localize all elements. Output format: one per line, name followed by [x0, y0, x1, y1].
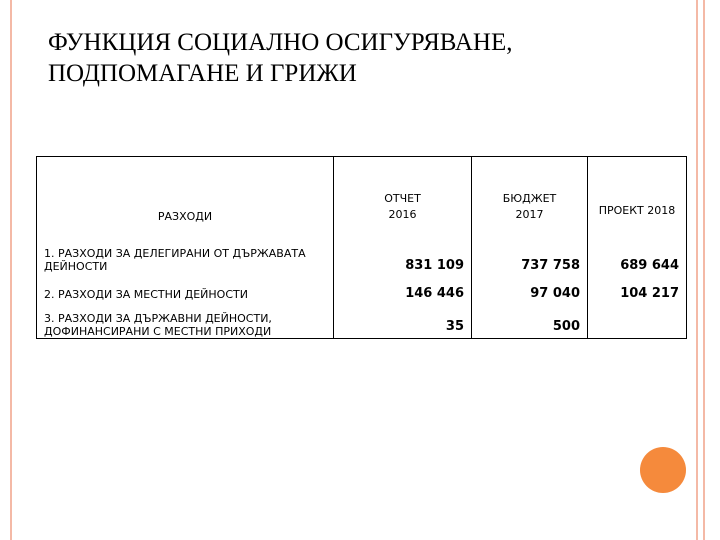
- cell-2018: 104 217: [588, 273, 687, 301]
- cell-2018: [588, 301, 687, 339]
- frame-line-left: [10, 0, 12, 540]
- budget-table: [36, 156, 687, 339]
- table-header-row: [37, 157, 687, 223]
- cell-2017: 737 758: [472, 223, 588, 273]
- row-label-line-1: 1. РАЗХОДИ ЗА ДЕЛЕГИРАНИ ОТ ДЪРЖАВАТА: [44, 246, 306, 260]
- table-row: [37, 273, 687, 301]
- row-label: [37, 223, 334, 273]
- frame-line-right-inner: [696, 0, 698, 540]
- cell-2016: 831 109: [334, 223, 472, 273]
- cell-2018: 689 644: [588, 223, 687, 273]
- header-budget-2017: [472, 157, 588, 223]
- table-row: [37, 223, 687, 273]
- table-row: [37, 301, 687, 339]
- header-budget-2017-line-2: 2017: [515, 207, 544, 221]
- header-report-2016-line-2: 2016: [388, 207, 417, 221]
- cell-2016: 146 446: [334, 273, 472, 301]
- row-label-line-1: 3. РАЗХОДИ ЗА ДЪРЖАВНИ ДЕЙНОСТИ,: [44, 312, 272, 325]
- row-label-line-2: ДЕЙНОСТИ: [44, 259, 108, 273]
- slide-title-line-1: ФУНКЦИЯ СОЦИАЛНО ОСИГУРЯВАНЕ,: [48, 29, 513, 56]
- decorative-circle-icon: [640, 447, 686, 493]
- row-label-line-2: ДОФИНАНСИРАНИ С МЕСТНИ ПРИХОДИ: [44, 325, 272, 338]
- row-label: [37, 301, 334, 339]
- slide-title: [48, 27, 648, 89]
- header-project-2018: ПРОЕКТ 2018: [588, 157, 687, 223]
- cell-2016: 35: [334, 301, 472, 339]
- slide-title-line-2: ПОДПОМАГАНЕ И ГРИЖИ: [48, 60, 357, 87]
- cell-2017: 500: [472, 301, 588, 339]
- header-expenses: РАЗХОДИ: [37, 157, 334, 223]
- frame-line-right-outer: [703, 0, 705, 540]
- header-report-2016-line-1: ОТЧЕТ: [384, 191, 421, 205]
- header-report-2016: [334, 157, 472, 223]
- header-budget-2017-line-1: БЮДЖЕТ: [502, 191, 557, 205]
- cell-2017: 97 040: [472, 273, 588, 301]
- row-label: [37, 273, 334, 301]
- row-label-line-1: 2. РАЗХОДИ ЗА МЕСТНИ ДЕЙНОСТИ: [44, 287, 248, 301]
